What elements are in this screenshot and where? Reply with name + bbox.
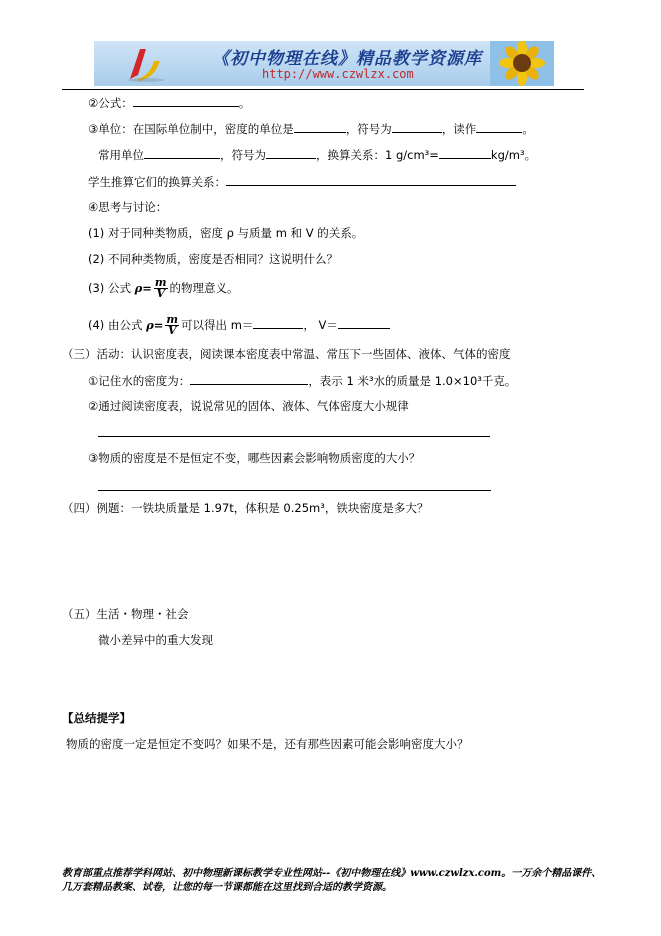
summary-heading: 【总结提学】 (62, 711, 131, 725)
si-reading-blank[interactable] (476, 120, 522, 133)
answer-line-2[interactable] (98, 490, 491, 491)
water-density-blank[interactable] (190, 372, 308, 385)
density-table-prompt: ②通过阅读密度表，说说常见的固体、液体、气体密度大小规律 (88, 399, 409, 413)
common-unit-line: 常用单位 ，符号为 ，换算关系：1 g/cm³= kg/m³。 (98, 148, 537, 162)
question-1: (1) 对于同种类物质，密度 ρ 与质量 m 和 V 的关系。 (88, 226, 364, 240)
site-logo-icon (124, 45, 168, 83)
formula-line: ②公式： 。 (88, 96, 251, 110)
conversion-blank[interactable] (439, 146, 491, 159)
answer-line-1[interactable] (98, 436, 490, 437)
discussion-heading: ④思考与讨论： (88, 200, 168, 214)
activity-heading: （三）活动：认识密度表，阅读课本密度表中常温、常压下一些固体、液体、气体的密度 (62, 347, 511, 361)
common-symbol-blank[interactable] (266, 146, 316, 159)
derivation-blank[interactable] (226, 173, 516, 186)
si-symbol-blank[interactable] (392, 120, 442, 133)
question-2: (2) 不同种类物质，密度是否相同？这说明什么？ (88, 252, 338, 266)
common-unit-blank[interactable] (144, 146, 220, 159)
question-4: (4) 由公式 ρ= $\frac{m}{V}$ 可以得出 m＝ ， V＝ (88, 314, 390, 336)
banner-title: 《初中物理在线》精品教学资源库 (212, 49, 482, 69)
mass-blank[interactable] (253, 316, 303, 329)
formula-fraction-2: $\frac{m}{V}$ (166, 313, 179, 337)
header-rule (62, 89, 584, 90)
banner-url[interactable]: http://www.czwlzx.com (262, 67, 414, 81)
si-unit-blank[interactable] (294, 120, 346, 133)
question-3: (3) 公式 ρ= $\frac{m}{V}$ 的物理意义。 (88, 276, 239, 300)
derivation-line: 学生推算它们的换算关系： (88, 173, 516, 190)
sunflower-icon (490, 41, 554, 86)
discovery-subheading: 微小差异中的重大发现 (98, 633, 213, 647)
unit-line: ③单位：在国际单位制中，密度的单位是 ，符号为 ，读作 。 (88, 122, 534, 136)
footer-line-1: 教育部重点推荐学科网站、初中物理新课标教学专业性网站--《初中物理在线》www.czwlzx.com。一万余个精品课件、 (62, 868, 602, 879)
density-factor-prompt: ③物质的密度是不是恒定不变，哪些因素会影响物质密度的大小？ (88, 451, 421, 465)
volume-blank[interactable] (338, 316, 390, 329)
example-question: （四）例题：一铁块质量是 1.97t，体积是 0.25m³，铁块密度是多大？ (62, 501, 429, 515)
formula-blank[interactable] (133, 94, 239, 107)
formula-rho: ρ (134, 281, 143, 295)
summary-question: 物质的密度一定是恒定不变吗？如果不是，还有那些因素可能会影响密度大小？ (66, 737, 469, 751)
footer-line-2: 几万套精品教案、试卷，让您的每一节课都能在这里找到合适的教学资源。 (62, 882, 392, 893)
life-physics-heading: （五）生活・物理・社会 (62, 607, 189, 621)
header-banner (94, 41, 554, 86)
formula-fraction: $\frac{m}{V}$ (154, 276, 167, 300)
water-density-line: ①记住水的密度为： ，表示 1 米³水的质量是 1.0×10³千克。 (88, 374, 517, 388)
